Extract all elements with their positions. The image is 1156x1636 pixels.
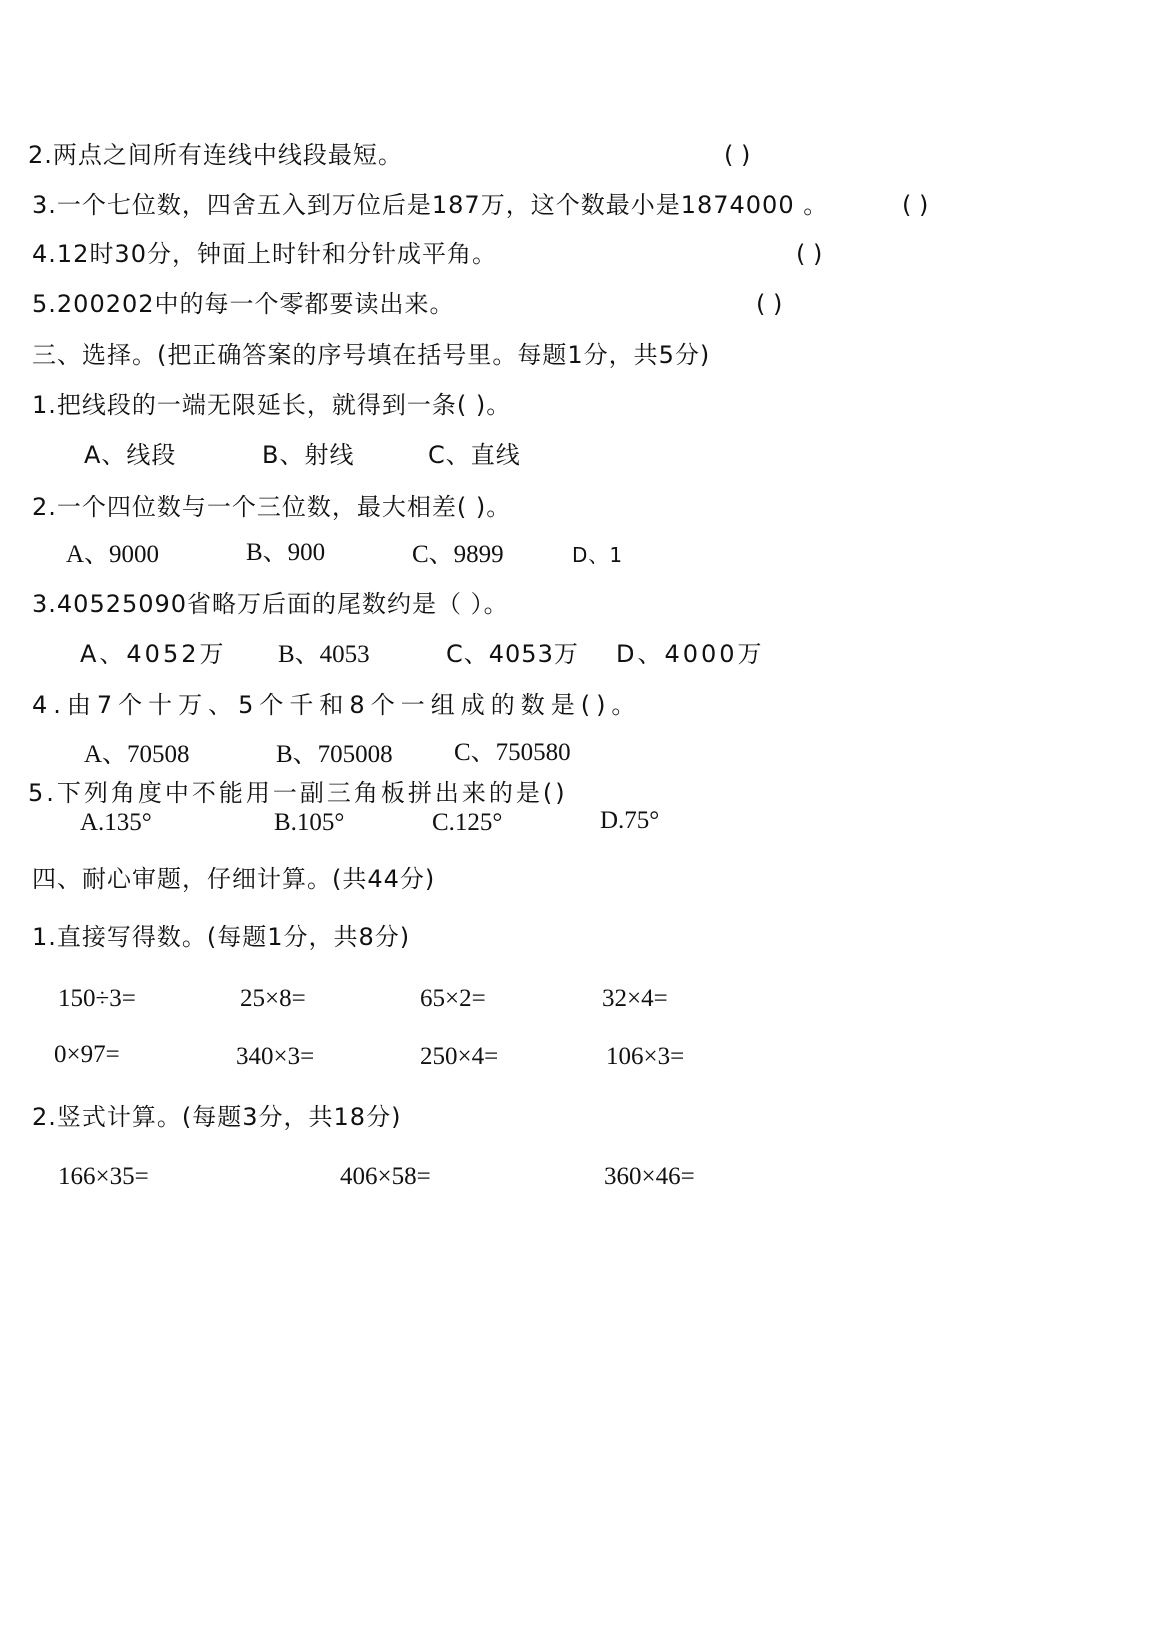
vertical-calc-item[interactable]: 166×35=	[58, 1163, 149, 1190]
choice-q3-option-d[interactable]: D、4000万	[616, 640, 765, 668]
choice-q2-option-c[interactable]: C、9899	[412, 541, 504, 568]
choice-q1-option-a[interactable]: A、线段	[84, 441, 177, 469]
choice-q1-option-b[interactable]: B、射线	[262, 441, 355, 469]
oral-calc-item[interactable]: 65×2=	[420, 985, 486, 1012]
choice-q2: 2.一个四位数与一个三位数，最大相差( )。	[32, 493, 512, 521]
section4-sub1-title: 1.直接写得数。(每题1分，共8分)	[32, 923, 411, 951]
vertical-calc-item[interactable]: 406×58=	[340, 1163, 431, 1190]
judge-q4-answer-paren[interactable]: ( )	[796, 240, 823, 268]
section4-heading: 四、耐心审题，仔细计算。(共44分)	[32, 865, 436, 893]
choice-q2-option-d[interactable]: D、1	[572, 543, 624, 567]
oral-calc-item[interactable]: 25×8=	[240, 985, 306, 1012]
oral-calc-item[interactable]: 250×4=	[420, 1043, 499, 1070]
choice-q5-option-b[interactable]: B.105°	[274, 809, 345, 836]
choice-q4-option-a[interactable]: A、70508	[84, 741, 190, 768]
choice-q2-option-a[interactable]: A、9000	[66, 541, 160, 568]
choice-q1-option-c[interactable]: C、直线	[428, 441, 521, 469]
judge-q5: 5.200202中的每一个零都要读出来。	[32, 290, 455, 318]
oral-calc-item[interactable]: 106×3=	[606, 1043, 685, 1070]
choice-q3-option-b[interactable]: B、4053	[278, 641, 370, 668]
judge-q4: 4.12时30分，钟面上时针和分针成平角。	[32, 240, 497, 268]
judge-q3: 3.一个七位数，四舍五入到万位后是187万，这个数最小是1874000 。	[32, 191, 829, 219]
judge-q5-answer-paren[interactable]: ( )	[756, 290, 783, 318]
choice-q4-option-c[interactable]: C、750580	[454, 739, 571, 766]
choice-q3-option-c[interactable]: C、4053万	[446, 640, 579, 668]
choice-q5: 5.下列角度中不能用一副三角板拼出来的是()	[28, 779, 568, 807]
choice-q3: 3.40525090省略万后面的尾数约是（ ）。	[32, 590, 509, 618]
oral-calc-item[interactable]: 0×97=	[54, 1041, 120, 1068]
choice-q5-option-a[interactable]: A.135°	[80, 809, 152, 836]
oral-calc-item[interactable]: 340×3=	[236, 1043, 315, 1070]
choice-q4: 4.由7个十万、5个千和8个一组成的数是()。	[32, 691, 642, 719]
section4-sub2-title: 2.竖式计算。(每题3分，共18分)	[32, 1103, 402, 1131]
choice-q5-option-c[interactable]: C.125°	[432, 809, 503, 836]
judge-q2-answer-paren[interactable]: ( )	[724, 141, 751, 169]
judge-q3-answer-paren[interactable]: ( )	[902, 191, 929, 219]
choice-q5-option-d[interactable]: D.75°	[600, 807, 660, 834]
oral-calc-item[interactable]: 150÷3=	[58, 985, 136, 1012]
choice-q2-option-b[interactable]: B、900	[246, 539, 326, 566]
choice-q4-option-b[interactable]: B、705008	[276, 741, 393, 768]
choice-q3-option-a[interactable]: A、4052万	[80, 640, 227, 668]
section3-heading: 三、选择。(把正确答案的序号填在括号里。每题1分，共5分)	[32, 341, 711, 369]
vertical-calc-item[interactable]: 360×46=	[604, 1163, 695, 1190]
judge-q2: 2.两点之间所有连线中线段最短。	[28, 141, 403, 169]
oral-calc-item[interactable]: 32×4=	[602, 985, 668, 1012]
choice-q1: 1.把线段的一端无限延长，就得到一条( )。	[32, 391, 512, 419]
